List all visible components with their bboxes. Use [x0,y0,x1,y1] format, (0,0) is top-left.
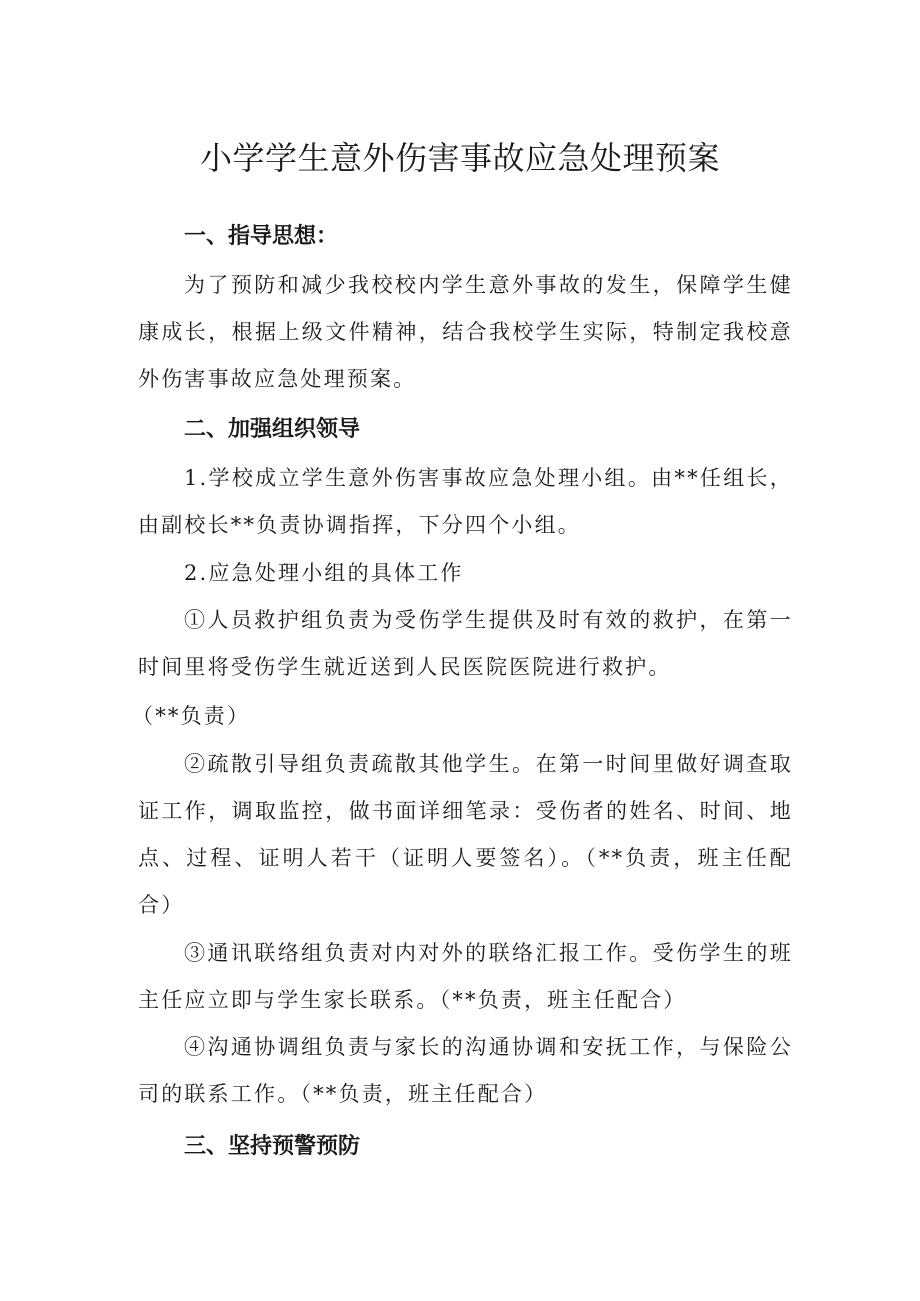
paragraph-subitem-rescue: ①人员救护组负责为受伤学生提供及时有效的救护，在第一时间里将受伤学生就近送到人民医院医院进行救护。 [138,608,793,679]
section-heading-organization: 二、加强组织领导 [184,417,361,442]
paragraph-subitem-communication: ③通讯联络组负责对内对外的联络汇报工作。受伤学生的班主任应立即与学生家长联系。（**负责，班主任配合） [138,941,793,1012]
section-heading-prevention: 三、坚持预警预防 [184,1134,361,1159]
paragraph-subitem-evacuation: ②疏散引导组负责疏散其他学生。在第一时间里做好调查取证工作，调取监控，做书面详细笔录：受伤者的姓名、时间、地点、过程、证明人若干（证明人要签名）。（**负责，班主任配合） [138,752,793,917]
paragraph-item-1: 1.学校成立学生意外伤害事故应急处理小组。由**任组长，由副校长**负责协调指挥，下分四个小组。 [138,466,793,537]
paragraph-subitem-rescue-note: （**负责） [132,704,251,728]
paragraph-purpose: 为了预防和减少我校校内学生意外事故的发生，保障学生健康成长，根据上级文件精神，结合我校学生实际，特制定我校意外伤害事故应急处理预案。 [138,273,793,391]
section-heading-guiding-ideology: 一、指导思想： [184,224,339,249]
document-title: 小学学生意外伤害事故应急处理预案 [199,139,720,177]
paragraph-subitem-coordination: ④沟通协调组负责与家长的沟通协调和安抚工作，与保险公司的联系工作。（**负责，班主任配合） [138,1035,793,1106]
paragraph-item-2: 2.应急处理小组的具体工作 [184,561,464,585]
